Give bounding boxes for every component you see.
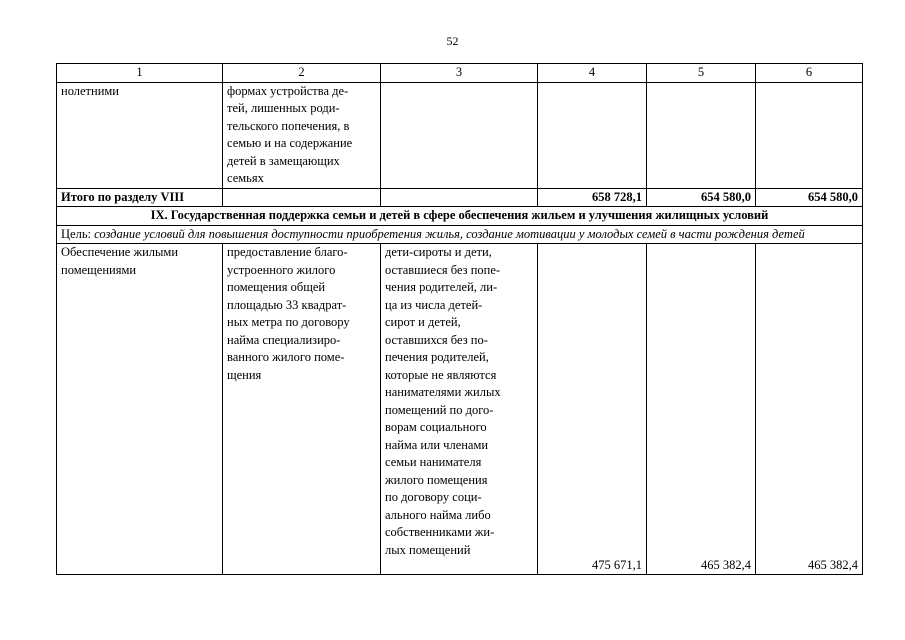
column-number: 3 xyxy=(381,64,538,83)
text-line: Обеспечение жилыми xyxy=(61,245,179,259)
total-col6: 654 580,0 xyxy=(756,188,863,207)
text-line: сирот и детей, xyxy=(385,315,461,329)
text-line: тельского попечения, в xyxy=(227,118,350,133)
text-line: ального найма либо xyxy=(385,507,491,522)
goal-prefix: Цель: xyxy=(61,226,95,241)
text-line: оставшиеся без попе- xyxy=(385,262,501,277)
text-line: найма или членами xyxy=(385,437,489,452)
table-row-housing xyxy=(57,244,863,575)
text-line: ца из числа детей- xyxy=(385,297,483,312)
text-line: печения родителей, xyxy=(385,350,489,364)
text-line: лых помещений xyxy=(385,542,471,557)
text-line: семьи нанимателя xyxy=(385,455,482,469)
goal-cell xyxy=(57,225,863,244)
text-line: дети-сироты и дети, xyxy=(385,245,492,259)
text-line: по договору соци- xyxy=(385,490,482,504)
text-line: тей, лишенных роди- xyxy=(227,101,340,115)
column-number: 5 xyxy=(647,64,756,83)
cell-program-continued: нолетними xyxy=(57,82,223,188)
text-line: устроенного жилого xyxy=(227,262,336,277)
text-line: формах устройства де- xyxy=(227,83,349,98)
table-row-continued xyxy=(57,82,863,188)
total-row xyxy=(57,188,863,207)
text-line: щения xyxy=(227,367,262,382)
text-line: ванного жилого поме- xyxy=(227,350,345,364)
text-line: помещений по дого- xyxy=(385,402,494,417)
text-line: собственниками жи- xyxy=(385,525,495,539)
text-line: ных метра по договору xyxy=(227,315,350,329)
goal-row xyxy=(57,225,863,244)
column-number: 4 xyxy=(538,64,647,83)
section-title-row xyxy=(57,207,863,226)
cell-measure xyxy=(223,244,381,575)
text-line: семью и на содержание xyxy=(227,136,353,150)
text-line: жилого помещения xyxy=(385,472,488,487)
cell-measure-continued xyxy=(223,82,381,188)
cell-program xyxy=(57,244,223,575)
text-line: нанимателями жилых xyxy=(385,385,501,399)
total-col4: 658 728,1 xyxy=(538,188,647,207)
cell-empty xyxy=(381,82,538,188)
section-title: IX. Государственная поддержка семьи и детей в сфере обеспечения жильем и улучшения жилищных условий xyxy=(57,207,863,226)
column-number-row xyxy=(57,64,863,83)
text-line: ворам социального xyxy=(385,420,487,434)
housing-col5: 465 382,4 xyxy=(647,244,756,575)
cell-empty xyxy=(381,188,538,207)
cell-empty xyxy=(647,82,756,188)
cell-empty xyxy=(756,82,863,188)
total-label: Итого по разделу VIII xyxy=(57,188,223,207)
total-col5: 654 580,0 xyxy=(647,188,756,207)
text-line: которые не являются xyxy=(385,367,497,382)
text-line: оставшихся без по- xyxy=(385,332,488,347)
text-line: найма специализиро- xyxy=(227,332,341,347)
text-line: помещениями xyxy=(61,262,137,277)
text-line: семьях xyxy=(227,171,264,185)
housing-col4: 475 671,1 xyxy=(538,244,647,575)
text-line: детей в замещающих xyxy=(227,153,340,168)
budget-table xyxy=(56,63,863,575)
text-line: предоставление благо- xyxy=(227,245,348,259)
housing-col6: 465 382,4 xyxy=(756,244,863,575)
column-number: 2 xyxy=(223,64,381,83)
column-number: 6 xyxy=(756,64,863,83)
column-number: 1 xyxy=(57,64,223,83)
text-line: площадью 33 квадрат- xyxy=(227,297,347,312)
cell-empty xyxy=(538,82,647,188)
cell-empty xyxy=(223,188,381,207)
goal-text: создание условий для повышения доступности приобретения жилья, создание мотивации у молодых семей в части рождения детей xyxy=(94,226,805,241)
page-number: 52 xyxy=(446,34,459,48)
cell-recipients xyxy=(381,244,538,575)
text-line: чения родителей, ли- xyxy=(385,280,498,294)
text-line: помещения общей xyxy=(227,280,326,294)
